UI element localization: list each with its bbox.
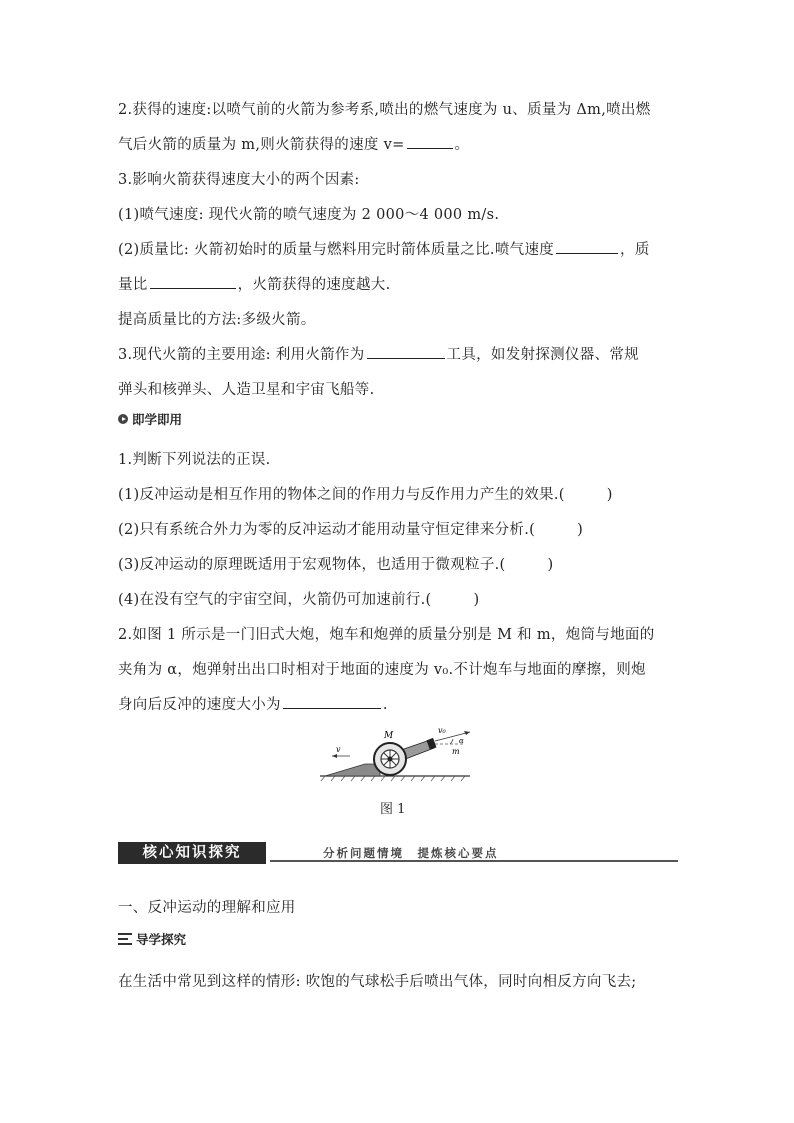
question-1-item-3: (3)反冲运动的原理既适用于宏观物体，也适用于微观粒子.( )	[118, 557, 554, 573]
cannon-trail	[325, 764, 380, 776]
label-m: m	[452, 747, 460, 756]
para-factors-heading: 3.影响火箭获得速度大小的两个因素:	[118, 172, 360, 188]
label-M: M	[384, 731, 394, 741]
para-multistage: 提高质量比的方法:多级火箭。	[118, 312, 316, 328]
question-2-line-2: 夹角为 α，炮弹射出出口时相对于地面的速度为 v₀.不计炮车与地面的摩擦，则炮	[118, 662, 646, 678]
guide-paragraph: 在生活中常见到这样的情形: 吹饱的气球松手后喷出气体，同时向相反方向飞去;	[118, 974, 637, 990]
alpha-arc	[450, 739, 453, 744]
cannon-diagram	[320, 726, 480, 786]
ground-hatch	[321, 776, 465, 781]
wheel-axle	[388, 757, 393, 762]
list-bars-icon	[118, 933, 132, 945]
answer-blank-recoil[interactable]	[283, 695, 381, 709]
para-mass-ratio-2: 量比 ，火箭获得的速度越大.	[118, 277, 391, 293]
question-1-item-1: (1)反冲运动是相互作用的物体之间的作用力与反作用力产生的效果.( )	[118, 487, 613, 503]
para-uses-1: 3.现代火箭的主要用途: 利用火箭作为 工具，如发射探测仪器、常规	[118, 347, 639, 363]
para-velocity-2: 气后火箭的质量为 m,则火箭获得的速度 v= 。	[118, 137, 470, 153]
label-alpha: α	[459, 737, 464, 745]
practice-tag: 即学即用	[118, 410, 182, 428]
label-v: v	[336, 745, 341, 754]
question-1-item-4: (4)在没有空气的宇宙空间，火箭仍可加速前行.( )	[118, 592, 480, 608]
v-arrow-head	[332, 754, 337, 758]
section-1-heading: 一、反冲运动的理解和应用	[118, 900, 296, 916]
question-1-stem: 1.判断下列说法的正误.	[118, 452, 271, 468]
question-2-line-3: 身向后反冲的速度大小为 .	[118, 697, 388, 713]
para-uses-2: 弹头和核弹头、人造卫星和宇宙飞船等.	[118, 382, 375, 398]
label-v0: v₀	[438, 726, 446, 735]
question-1-item-2: (2)只有系统合外力为零的反冲运动才能用动量守恒定律来分析.( )	[118, 522, 584, 538]
cannon-figure	[320, 726, 480, 790]
figure-caption: 图 1	[380, 802, 406, 817]
banner-title: 核心知识探究	[118, 842, 266, 864]
answer-blank-mass-ratio[interactable]	[150, 275, 236, 289]
question-2-line-1: 2.如图 1 所示是一门旧式大炮，炮车和炮弹的质量分别是 M 和 m，炮筒与地面的	[118, 627, 655, 643]
banner-subtitle: 分析问题情境 提炼核心要点	[323, 846, 499, 860]
para-mass-ratio-1: (2)质量比: 火箭初始时的质量与燃料用完时箭体质量之比.喷气速度 ，质	[118, 242, 650, 258]
section-banner	[118, 842, 678, 864]
answer-blank-tool[interactable]	[367, 345, 445, 359]
play-circle-icon	[118, 414, 128, 424]
guide-tag: 导学探究	[118, 930, 186, 948]
para-jet-speed: (1)喷气速度: 现代火箭的喷气速度为 2 000～4 000 m/s.	[118, 207, 500, 223]
answer-blank-v[interactable]	[407, 135, 453, 149]
para-velocity-1: 2.获得的速度:以喷气前的火箭为参考系,喷出的燃气速度为 u、质量为 Δm,喷出燃	[118, 102, 651, 118]
answer-blank-jet-speed[interactable]	[556, 240, 618, 254]
